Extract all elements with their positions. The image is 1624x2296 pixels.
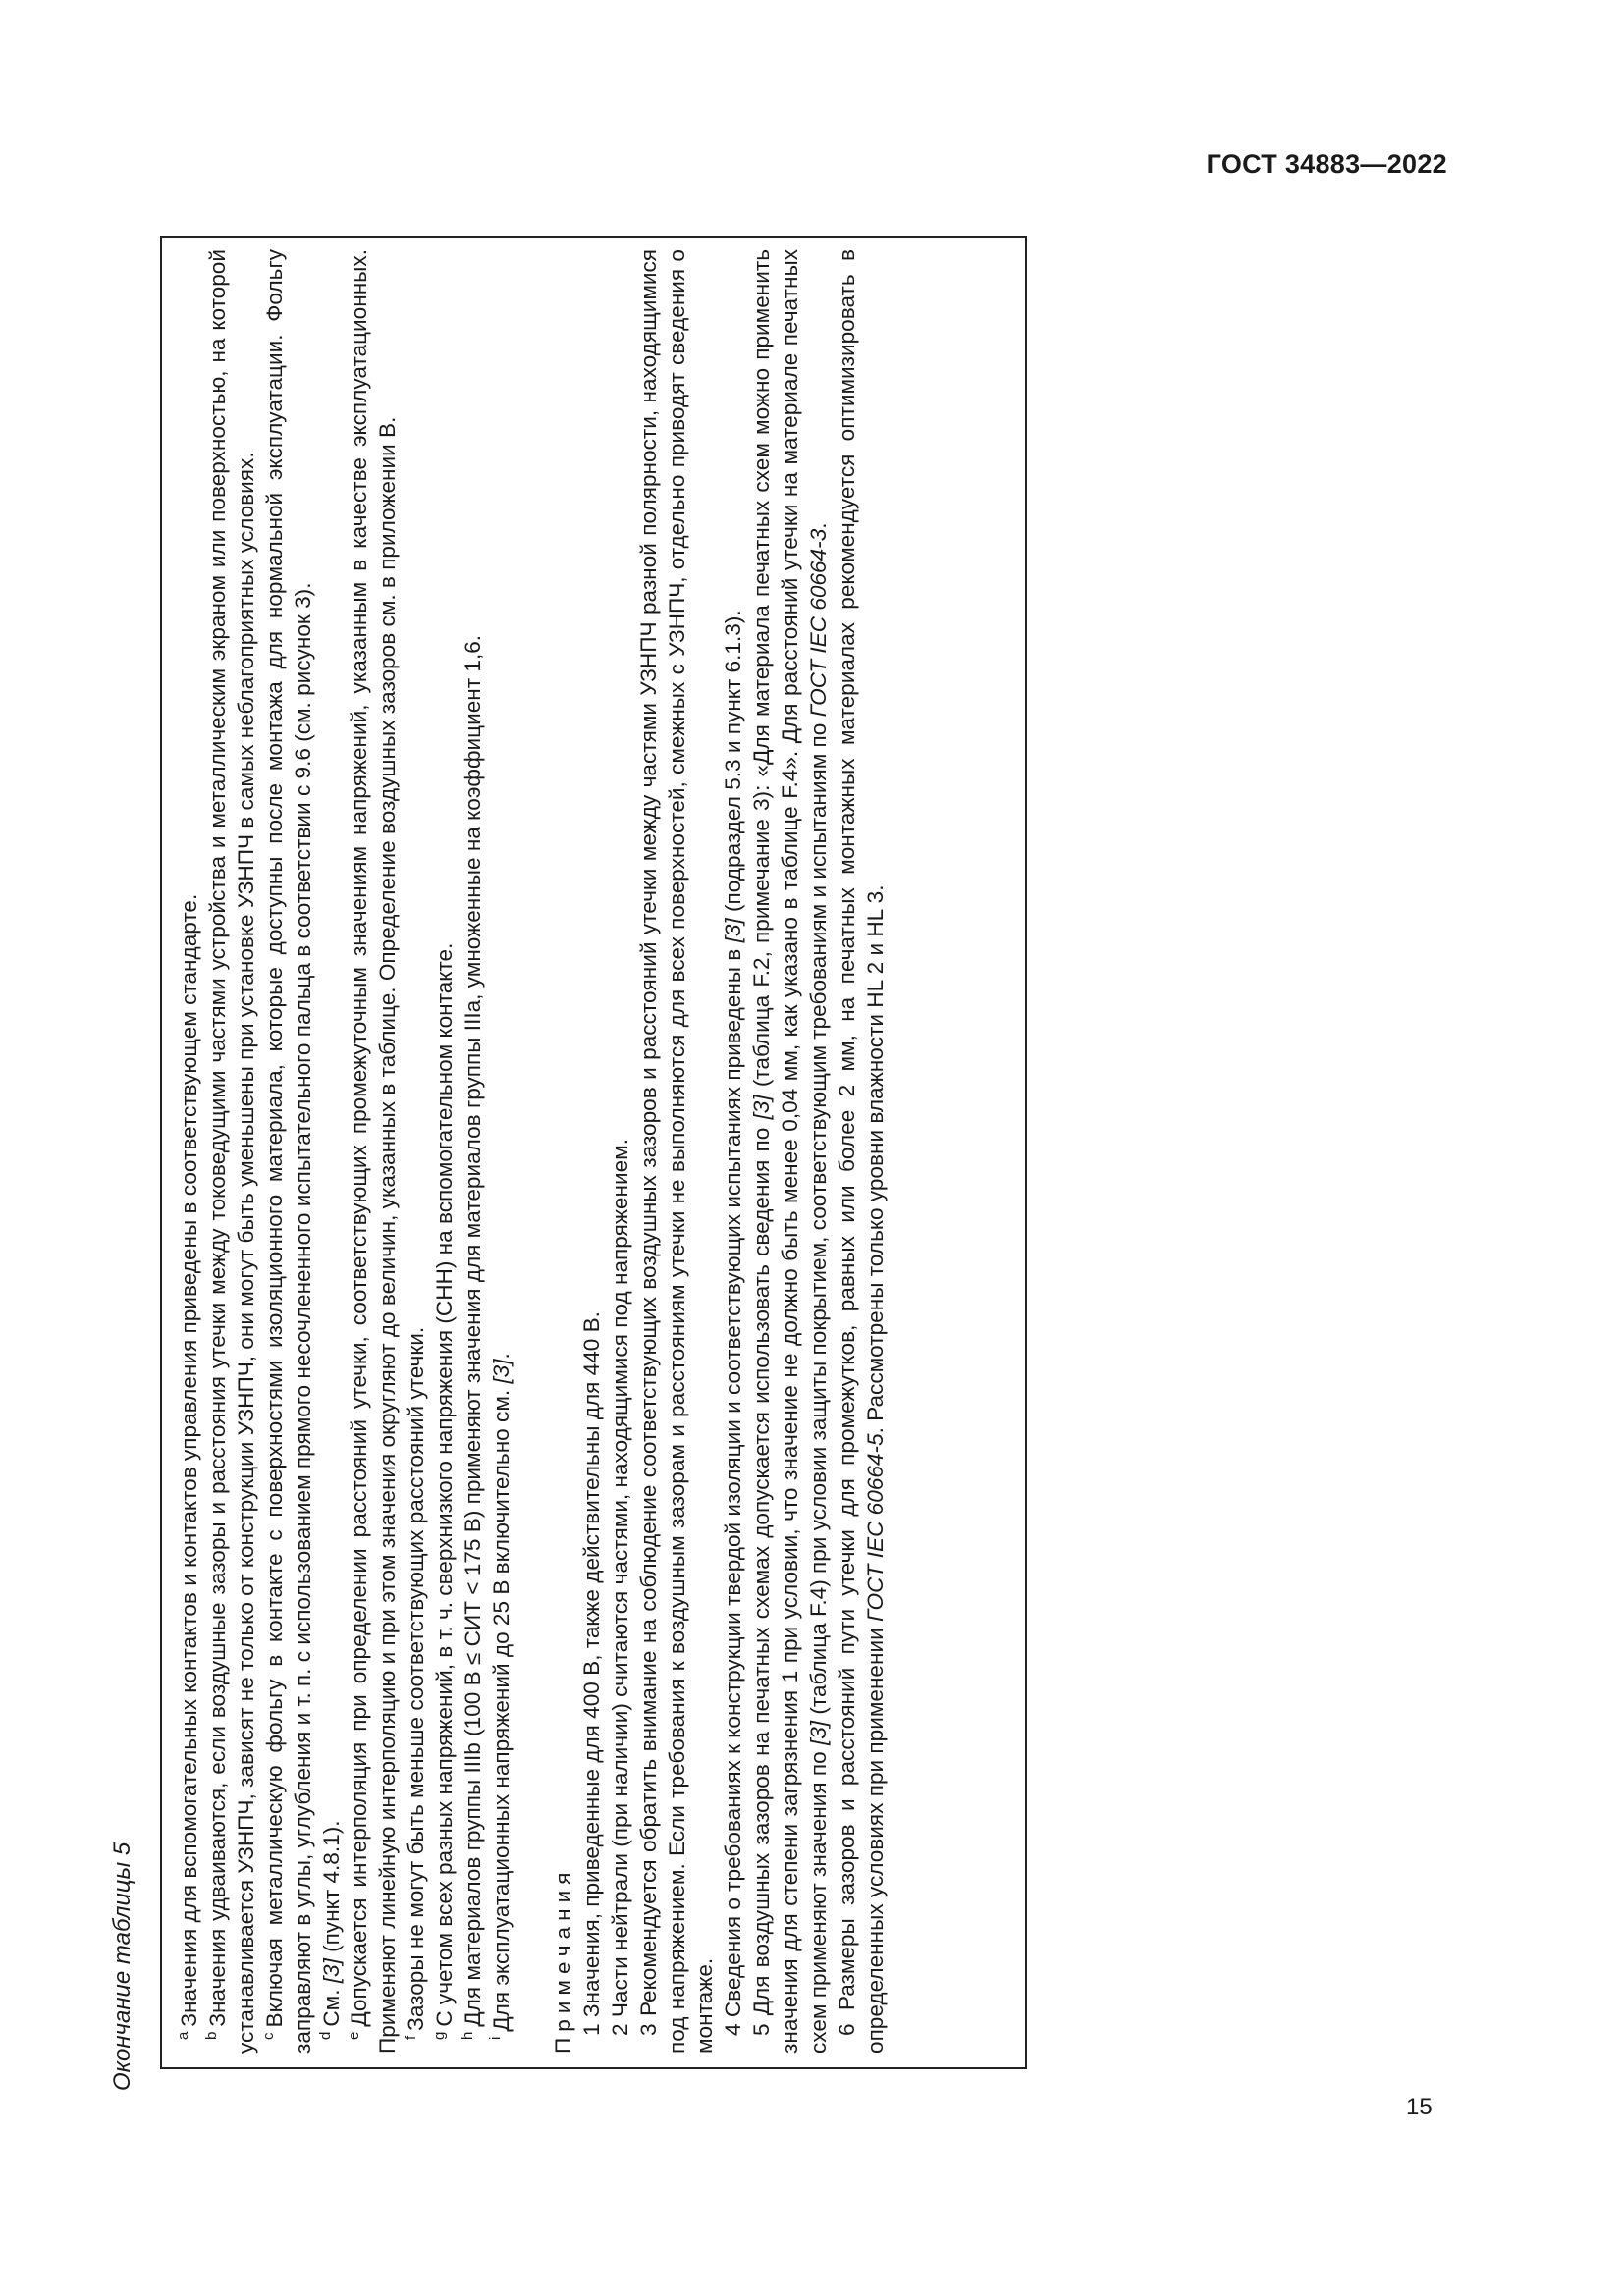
reference-text: [3] (749, 1095, 775, 1120)
note-2 (607, 249, 635, 2054)
text-segment: 1 Значения, приведенные для 400 В, также действительны для 440 В. (578, 1311, 604, 2036)
note-5 (748, 249, 834, 2054)
text-segment: Значения удваиваются, если воздушные зазоры и расстояния утечки между токоведущими частями устройства и металлическим экраном или поверхностью, на которой устанавливается УЗНПЧ, зависят не только от конструкции УЗНПЧ, они могут быть уменьшены при установке УЗНПЧ в самых неблагоприятных условиях. (204, 249, 258, 2054)
text-segment: . (806, 522, 832, 529)
reference-text: [3] (806, 1720, 832, 1746)
footnote-mark: c (260, 2032, 278, 2040)
table-caption: Окончание таблицы 5 (109, 1842, 135, 2091)
reference-text: ГОСТ IEC 60664-3 (806, 528, 832, 718)
text-segment: Допускается интерполяция при определении расстояний утечки, соответствующих промежуточным значениям напряжений, указанным в качестве эксплуатационных. Применяют линейную интерполяцию и при этом значения округляют до величин, указанных в таблице. Определение воздушных зазоров см. в приложении В. (347, 249, 401, 2054)
page-number: 15 (1406, 2094, 1433, 2120)
text-segment: См. (318, 1983, 344, 2027)
text-segment: Значения для вспомогательных контактов и контактов управления приведены в соответствующем стандарте. (177, 893, 201, 2027)
footnote-mark: h (459, 2031, 476, 2040)
reference-text: [3] (318, 1958, 344, 1984)
footnote-mark: i (487, 2036, 505, 2040)
footnote-a (176, 249, 204, 2054)
rotated-table-region (109, 226, 1032, 2091)
footnote-e (346, 249, 403, 2054)
footnote-f (403, 249, 431, 2054)
footnote-h (460, 249, 488, 2054)
text-segment: . (488, 1353, 514, 1360)
text-segment: 4 Сведения о требованиях к конструкции твердой изоляции и соответствующих испытаниях приведены в (721, 942, 746, 2036)
footnote-mark: g (430, 2031, 448, 2040)
footnote-mark: a (175, 2031, 192, 2040)
footnote-list (176, 249, 516, 2054)
note-1 (578, 249, 607, 2054)
text-segment: 6 Размеры зазоров и расстояний пути утечки для промежутков, равных или более 2 мм, на печатных монтажных материалах рекомендуется оптимизировать в определенных условиях при применении (834, 249, 888, 2054)
footnote-mark: d (317, 2031, 334, 2040)
text-segment: Включая металлическую фольгу в контакте с поверхностями изоляционного материала, которые доступны после монтажа для нормальной эксплуатации. Фольгу заправляют в углы, углубления и т. п. с использованием прямого несочлененного испытательного пальца в соответствии с 9.6 (см. рисунок 3). (261, 249, 315, 2054)
reference-text: [3] (721, 918, 746, 943)
text-segment: (таблица F.4) при условии защиты покрытием, соответствующим требованиям и испытаниям по (806, 717, 832, 1721)
footnote-b (204, 249, 261, 2054)
footnote-g (431, 249, 460, 2054)
text-segment: Для материалов группы IIIb (100 В ≤ СИТ < 175 В) применяют значения для материалов группы IIIa, умноженные на коэффициент 1,6. (460, 634, 486, 2027)
text-segment: С учетом всех разных напряжений, в т. ч. сверхнизкого напряжения (СНН) на вспомогательном контакте. (432, 942, 458, 2027)
note-4 (720, 249, 748, 2054)
text-segment: (пункт 4.8.1). (318, 1820, 344, 1959)
text-segment: Зазоры не могут быть меньше соответствующих расстояний утечки. (404, 1326, 429, 2031)
footnote-c (261, 249, 318, 2054)
footnote-mark: f (402, 2035, 419, 2040)
footnote-mark: e (345, 2031, 362, 2040)
notes-title: Примечания (550, 1866, 575, 2054)
text-segment: . Рассмотрены только уровни влажности HL 2 и HL 3. (862, 884, 888, 1434)
footnote-d (318, 249, 347, 2054)
note-3 (635, 249, 721, 2054)
footnote-mark: b (203, 2031, 221, 2040)
text-segment: Для эксплуатационных напряжений до 25 В включительно см. (488, 1383, 514, 2032)
table-footnotes-box (160, 236, 1027, 2069)
document-standard-header: ГОСТ 34883—2022 (1206, 149, 1447, 179)
text-segment: 5 Для воздушных зазоров на печатных схемах допускается использовать сведения по (749, 1119, 775, 2036)
notes-list (578, 249, 891, 2054)
text-segment: (подраздел 5.3 и пункт 6.1.3). (721, 610, 746, 919)
footnote-i (488, 249, 516, 2054)
reference-text: [3] (488, 1359, 514, 1384)
text-segment: (таблица F.2, примечание 3): «Для материала печатных схем можно применить значения для степени загрязнения 1 при условии, что значение не должно быть менее 0,04 мм, как указано в таблице F.4». Для расстояний утечки на материале печатных схем применяют значения по (749, 249, 832, 2054)
text-segment: 3 Рекомендуется обратить внимание на соблюдение соответствующих воздушных зазоров и расстояний утечки между частями УЗНПЧ разной полярности, находящимися под напряжением. Если требования к воздушным зазорам и расстояниям утечки не выполняются для всех поверхностей, смежных с УЗНПЧ, отдельно приводят сведения о монтаже. (635, 249, 718, 2054)
reference-text: ГОСТ IEC 60664-5 (862, 1433, 888, 1623)
text-segment: 2 Части нейтрали (при наличии) считаются частями, находящимися под напряжением. (607, 1139, 632, 2036)
note-6 (834, 249, 891, 2054)
